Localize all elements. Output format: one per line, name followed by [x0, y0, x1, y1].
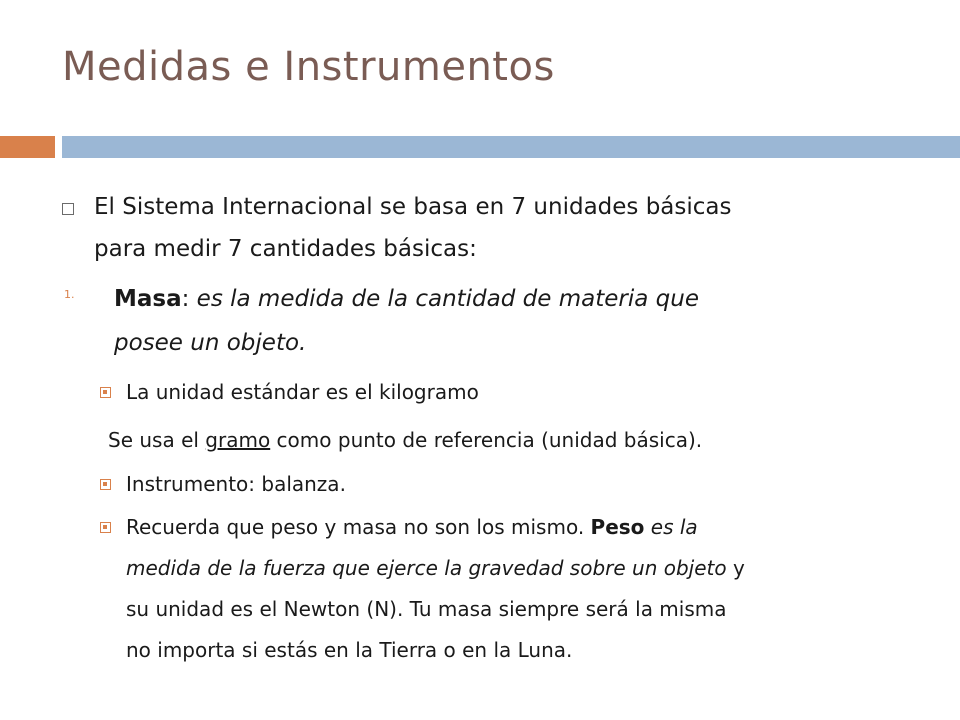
note-suffix: como punto de referencia (unidad básica).: [270, 428, 703, 452]
bullet-line: El Sistema Internacional se basa en 7 unidades básicas: [94, 194, 732, 220]
text-run: medida de la fuerza que ejerce la gravedad sobre un objeto: [126, 556, 727, 580]
note-prefix: Se usa el: [108, 428, 206, 452]
sub-bullet-line: [126, 548, 926, 589]
bullet-line: para medir 7 cantidades básicas:: [94, 236, 477, 262]
text-run: es la: [644, 515, 698, 539]
text-run: Recuerda que peso y masa no son los mismo.: [126, 515, 591, 539]
note-underlined-term: gramo: [205, 428, 271, 452]
slide-title: Medidas e Instrumentos: [62, 44, 555, 90]
list-number: 1.: [64, 288, 75, 301]
sub-bullet-icon: [100, 479, 111, 490]
numbered-item-line: [114, 279, 934, 319]
square-bullet-icon: [62, 203, 74, 215]
sub-bullet-line: [126, 507, 926, 548]
sub-bullet-line: no importa si estás en la Tierra o en la Luna.: [126, 638, 573, 662]
sub-bullet-line: su unidad es el Newton (N). Tu masa siempre será la misma: [126, 597, 727, 621]
term-peso: Peso: [590, 515, 645, 539]
numbered-item-line: [114, 323, 934, 363]
sub-bullet-icon: [100, 387, 111, 398]
definition-text: es la medida de la cantidad de materia que: [189, 286, 699, 312]
note-line: [108, 420, 908, 461]
sub-bullet-text: La unidad estándar es el kilogramo: [126, 380, 479, 404]
text-run: y: [726, 556, 745, 580]
definition-text: posee un objeto.: [114, 330, 307, 356]
title-rule-bar: [62, 136, 960, 158]
term-masa: Masa: [114, 286, 182, 312]
sub-bullet-icon: [100, 522, 111, 533]
accent-bar: [0, 136, 55, 158]
sub-bullet-text: Instrumento: balanza.: [126, 472, 346, 496]
term-separator: :: [181, 286, 190, 312]
